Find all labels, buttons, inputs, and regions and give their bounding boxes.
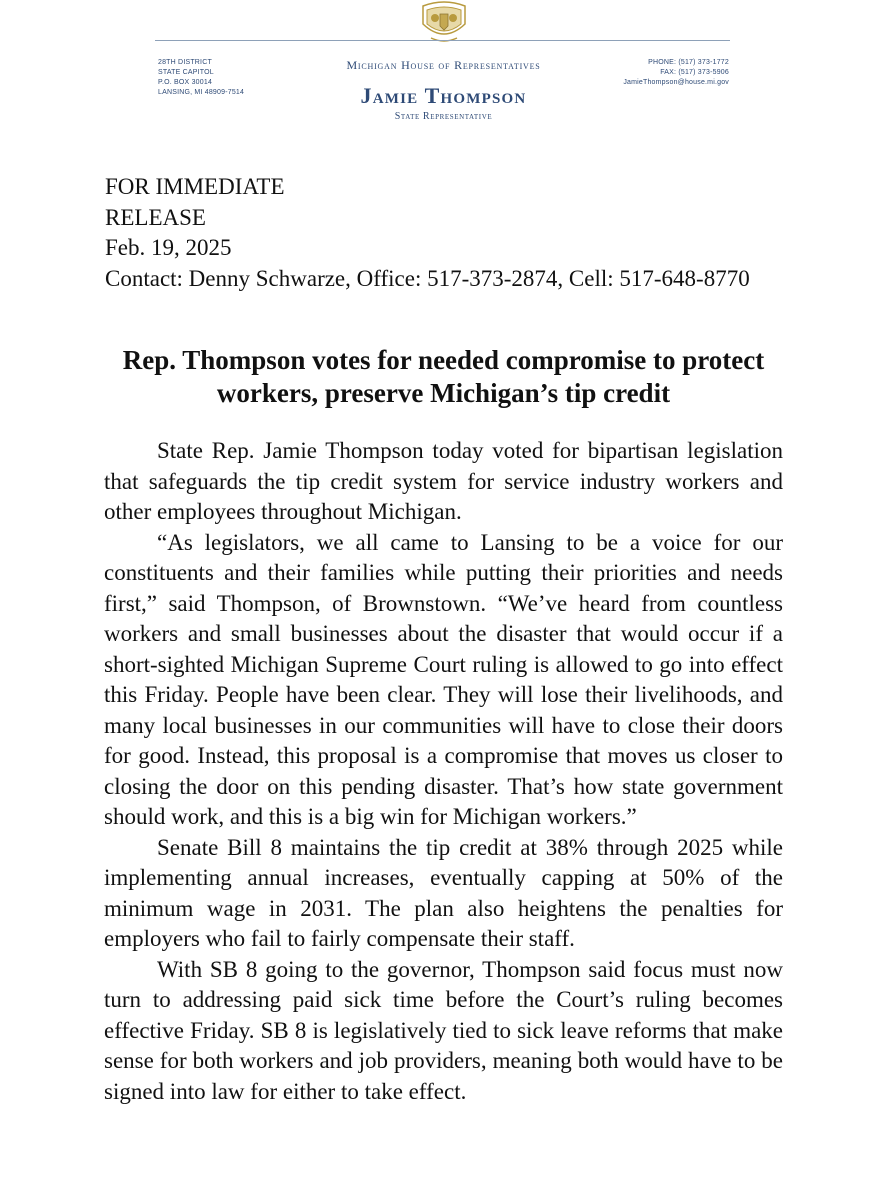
- body-paragraph: Senate Bill 8 maintains the tip credit at 38% through 2025 while implementing annual increases, eventually capping at 50% of the minimum wage in 2031. The plan also heightens the penalties for employers who fail to fairly compensate their staff.: [104, 834, 783, 951]
- release-label: FOR IMMEDIATE: [105, 174, 285, 199]
- phone-line: PHONE: (517) 373-1772: [648, 59, 729, 66]
- body-paragraph: State Rep. Jamie Thompson today voted for bipartisan legislation that safeguards the tip credit system for service industry workers and other employees throughout Michigan.: [104, 438, 783, 524]
- house-name: Michigan House of Representatives: [346, 58, 541, 72]
- state-seal-icon: [413, 0, 475, 44]
- address-line: LANSING, MI 48909-7514: [158, 89, 245, 96]
- article-body: [104, 436, 783, 1107]
- letterhead-center: [0, 58, 887, 122]
- representative-name: Jamie Thompson: [360, 83, 527, 108]
- body-paragraph: “As legislators, we all came to Lansing to be a voice for our constituents and their families while putting their priorities and needs first,” said Thompson, of Brownstown. “We’ve heard from countless workers and small businesses about the disaster that would occur if a short-sighted Michigan Supreme Court ruling is allowed to go into effect this Friday. People have been clear. They will lose their livelihoods, and many local businesses in our communities will have to close their doors for good. Instead, this proposal is a compromise that moves us closer to closing the door on this pending disaster. That’s how state government should work, and this is a big win for Michigan workers.”: [104, 529, 783, 829]
- headline: Rep. Thompson votes for needed compromise to protect workers, preserve Michigan’s tip credit: [122, 345, 765, 408]
- letterhead-rule: [155, 40, 730, 41]
- fax-line: FAX: (517) 373-5906: [660, 69, 729, 76]
- address-line: P.O. BOX 30014: [158, 79, 213, 86]
- address-line: 28TH DISTRICT: [158, 59, 212, 66]
- release-contact: Contact: Denny Schwarze, Office: 517-373-2874, Cell: 517-648-8770: [105, 265, 750, 291]
- release-label: RELEASE: [105, 204, 206, 230]
- release-block: [105, 172, 765, 294]
- release-date: Feb. 19, 2025: [105, 235, 232, 260]
- email-line: JamieThompson@house.mi.gov: [623, 79, 729, 86]
- representative-title: State Representative: [394, 111, 493, 122]
- address-line: STATE CAPITOL: [158, 69, 214, 76]
- body-paragraph: With SB 8 going to the governor, Thompson said focus must now turn to addressing paid sick time before the Court’s ruling becomes effective Friday. SB 8 is legislatively tied to sick leave reforms that make sense for both workers and job providers, meaning both would have to be signed into law for either to take effect.: [104, 956, 783, 1104]
- contact-info: [623, 58, 729, 88]
